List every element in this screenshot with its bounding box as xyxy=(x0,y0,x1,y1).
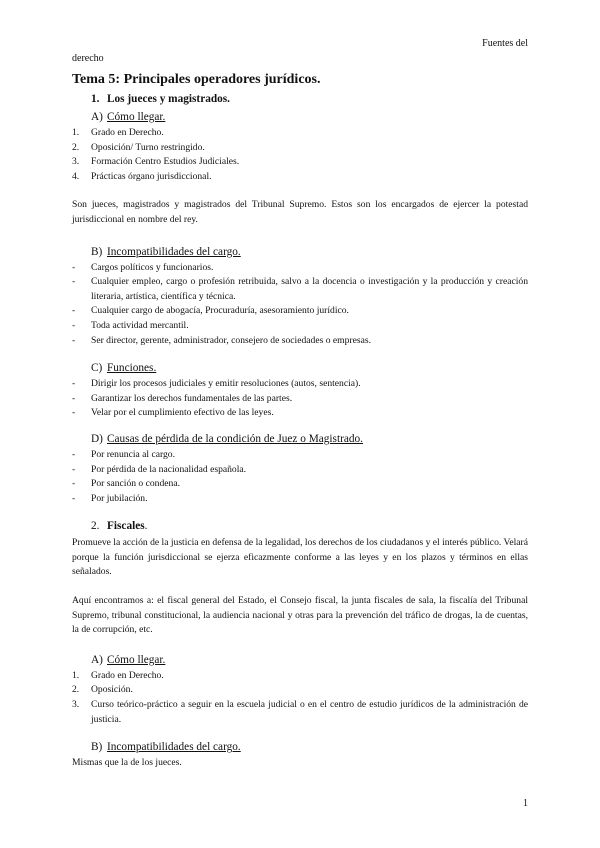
list-item: - Toda actividad mercantil. xyxy=(72,319,189,331)
list-item: 2. Oposición/ Turno restringido. xyxy=(72,141,205,153)
s2-paragraph-1: Promueve la acción de la justicia en defensa de la legalidad, los derechos de los ciudadanos y el interés público. Velará porque la función jurisdiccional se ejerza eficazmente conforme a las leyes y en los plazos y términos en ellas señalados. xyxy=(72,537,528,578)
list-item: 3. Formación Centro Estudios Judiciales. xyxy=(72,156,240,168)
s1-c-letter: C) xyxy=(91,362,103,375)
s1-b-heading xyxy=(91,244,528,260)
document-body xyxy=(72,70,528,771)
list-item: 2. Oposición. xyxy=(72,684,133,696)
s2-b-label: Incompatibilidades del cargo. xyxy=(107,741,241,754)
list-item: - Por pérdida de la nacionalidad española. xyxy=(72,463,247,475)
page-title: Tema 5: Principales operadores jurídicos. xyxy=(72,72,321,87)
s1-a-label: Cómo llegar. xyxy=(107,111,166,123)
s1-b-letter: B) xyxy=(91,245,103,258)
list-item: 1. Grado en Derecho. xyxy=(72,127,164,138)
list-item: - Por jubilación. xyxy=(72,492,148,504)
s1-a-heading xyxy=(91,109,528,125)
list-item: - Cargos políticos y funcionarios. xyxy=(72,261,214,273)
header-left: derecho xyxy=(72,53,104,64)
s2-a-letter: A) xyxy=(91,653,103,666)
s1-d-letter: D) xyxy=(91,432,103,445)
list-item: - Por sanción o condena. xyxy=(72,478,180,490)
s2-b-text: Mismas que la de los jueces. xyxy=(72,757,182,769)
section1-number: 1. xyxy=(91,93,100,105)
list-item: 1. Grado en Derecho. xyxy=(72,669,164,681)
list-item: - Dirigir los procesos judiciales y emitir resoluciones (autos, sentencia). xyxy=(72,378,361,390)
section2-number: 2. xyxy=(91,520,100,533)
s2-b-letter: B) xyxy=(91,741,103,754)
section1-heading-text: Los jueces y magistrados. xyxy=(107,93,231,105)
section2-heading-text: Fiscales xyxy=(107,520,145,533)
s2-a-heading xyxy=(91,652,528,668)
header-right: Fuentes del xyxy=(482,38,528,49)
list-item: - Garantizar los derechos fundamentales de las partes. xyxy=(72,392,293,404)
s1-b-label: Incompatibilidades del cargo. xyxy=(107,245,241,258)
list-item: - Cualquier empleo, cargo o profesión retribuida, salvo a la docencia o investigación y la producción y creación literaria, artística, científica y técnica. xyxy=(72,276,528,302)
list-item: - Por renuncia al cargo. xyxy=(72,448,176,460)
s1-d-heading xyxy=(91,431,528,447)
section2-heading: 2. Fiscales. xyxy=(91,520,148,533)
section1-heading xyxy=(91,91,528,107)
s2-a-label: Cómo llegar. xyxy=(107,653,166,666)
s1-b-list xyxy=(72,261,528,349)
list-item: 3. Curso teórico-práctico a seguir en la escuela judicial o en el centro de estudio jurídicos de la administración de justicia. xyxy=(72,699,528,725)
s1-c-heading xyxy=(91,360,528,376)
s1-c-label: Funciones. xyxy=(107,362,157,375)
s2-b-heading xyxy=(91,739,528,755)
list-item: - Velar por el cumplimiento efectivo de las leyes. xyxy=(72,407,274,419)
page-number: 1 xyxy=(523,798,528,810)
s2-a-list xyxy=(72,669,528,727)
s2-paragraph-2: Aquí encontramos a: el fiscal general del Estado, el Consejo fiscal, la junta fiscales de sala, la fiscalía del Tribunal Supremo, tribunal constitucional, la audiencia nacional y otras para la prevención del tráfico de drogas, la de cuentas, la de corrupción, etc. xyxy=(72,595,528,636)
list-item: 4. Prácticas órgano jurisdiccional. xyxy=(72,170,212,182)
s1-c-list xyxy=(72,377,528,421)
s1-d-list xyxy=(72,448,528,506)
list-item: - Ser director, gerente, administrador, consejero de sociedades o empresas. xyxy=(72,334,372,346)
s1-a-list xyxy=(72,126,528,184)
s1-a-letter: A) xyxy=(91,111,103,123)
s1-d-label: Causas de pérdida de la condición de Juez o Magistrado. xyxy=(107,432,363,445)
s1-paragraph: Son jueces, magistrados y magistrados del Tribunal Supremo. Estos son los encargados de ejercer la potestad jurisdiccional en nombre del rey. xyxy=(72,199,528,225)
list-item: - Cualquier cargo de abogacía, Procuraduría, asesoramiento jurídico. xyxy=(72,305,349,317)
